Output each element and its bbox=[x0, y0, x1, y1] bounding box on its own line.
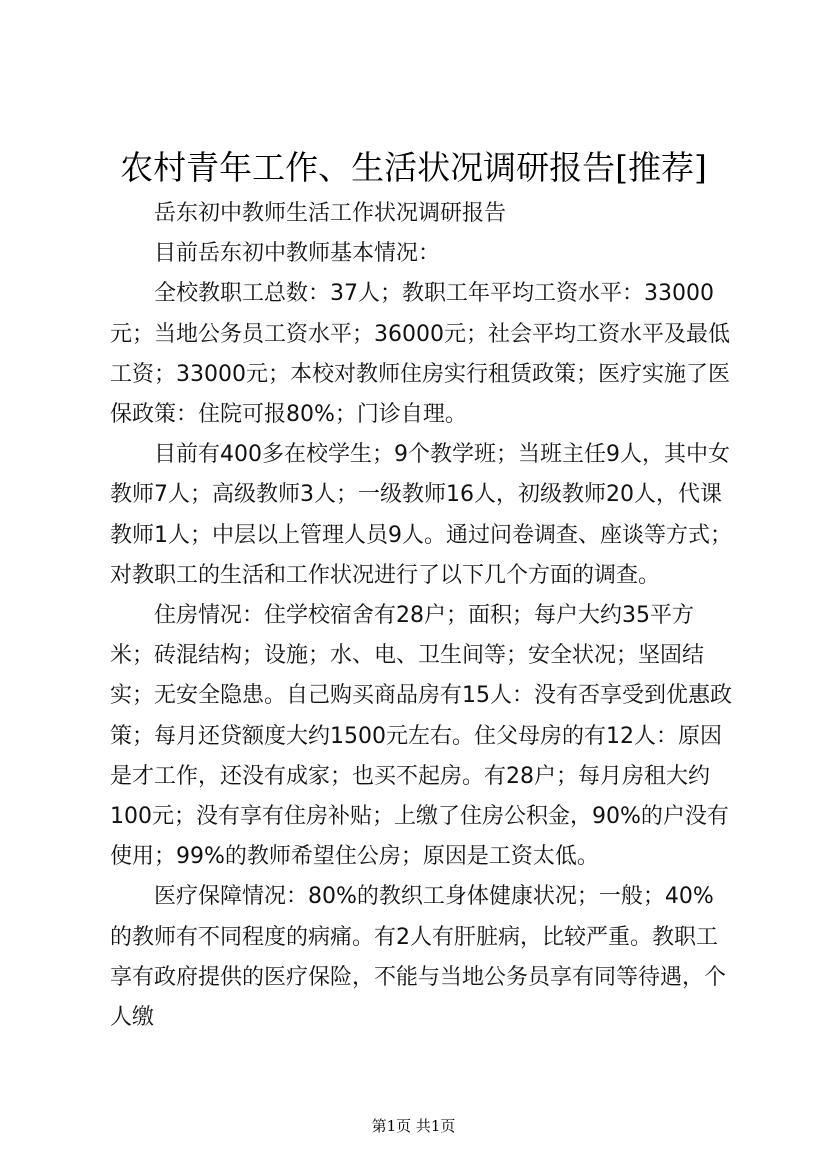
document-title: 农村青年工作、生活状况调研报告[推荐] bbox=[120, 148, 707, 187]
subtitle-paragraph: 岳东初中教师生活工作状况调研报告 bbox=[154, 201, 507, 226]
document-body bbox=[110, 194, 735, 1038]
staff-salary-paragraph: 全校教职工总数：37人；教职工年平均工资水平：33000元；当地公务员工资水平；36000元；社会平均工资水平及最低工资；33000元；本校对教师住房实行租赁政策；医疗实施了医保政策：住院可报80%；门诊自理。 bbox=[110, 281, 730, 428]
students-teachers-paragraph: 目前有400多在校学生；9个教学班；当班主任9人，其中女教师7人；高级教师3人；一级教师16人，初级教师20人，代课教师1人；中层以上管理人员9人。通过问卷调查、座谈等方式；对教职工的生活和工作状况进行了以下几个方面的调查。 bbox=[110, 442, 732, 588]
page-footer: 第1页 共1页 bbox=[371, 1117, 456, 1135]
housing-paragraph: 住房情况：住学校宿舍有28户；面积；每户大约35平方米；砖混结构；设施；水、电、卫生间等；安全状况；坚固结实；无安全隐患。自己购买商品房有15人：没有否享受到优惠政策；每月还贷额度大约1500元左右。住父母房的有12人：原因是才工作，还没有成家；也买不起房。有28户；每月房租大约100元；没有享有住房补贴；上缴了住房公积金，90%的户没有使用；99%的教师希望住公房；原因是工资太低。 bbox=[110, 603, 732, 870]
medical-paragraph: 医疗保障情况：80%的教织工身体健康状况；一般；40%的教师有不同程度的病痛。有2人有肝脏病，比较严重。教职工享有政府提供的医疗保险，不能与当地公务员享有同等待遇，个人缴 bbox=[110, 884, 727, 1031]
basic-info-heading: 目前岳东初中教师基本情况： bbox=[154, 241, 441, 267]
